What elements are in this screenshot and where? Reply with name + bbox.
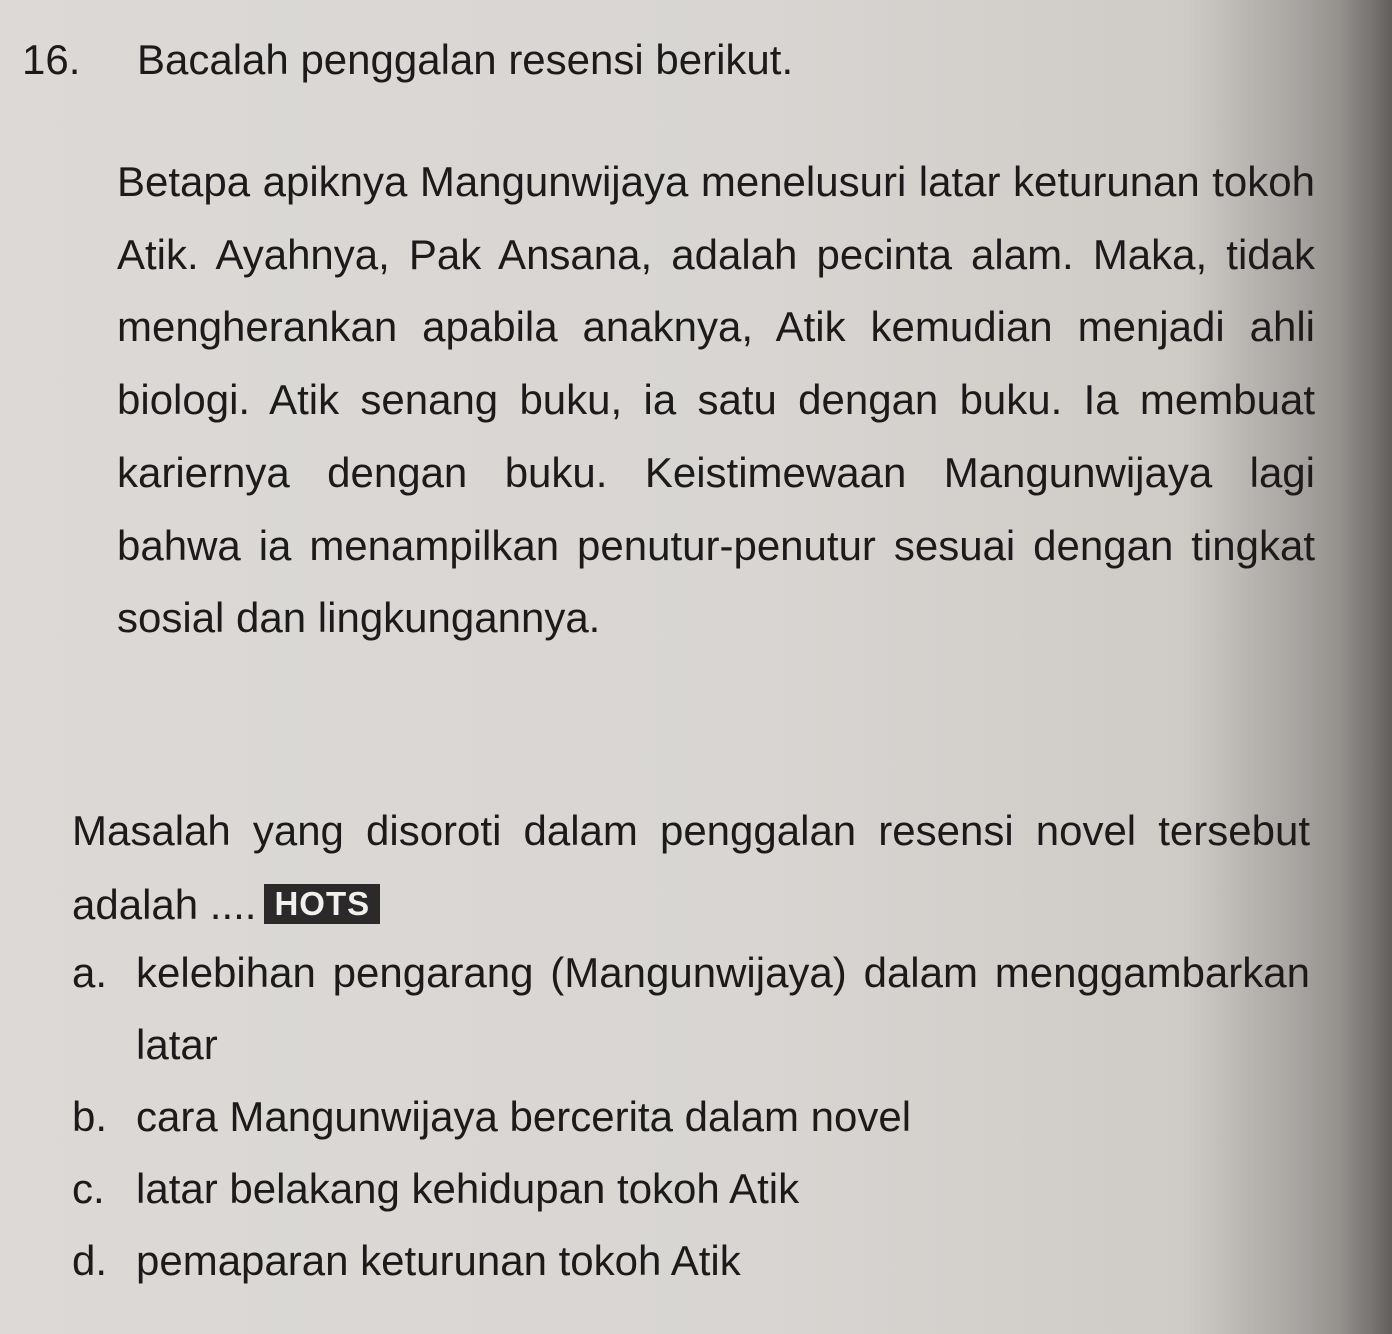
question-16 xyxy=(22,30,1322,90)
review-excerpt: Betapa apiknya Mangunwijaya menelusuri latar keturunan tokoh Atik. Ayahnya, Pak Ansana, adalah pecinta alam. Maka, tidak mengherankan apabila anaknya, Atik kemudian menjadi ahli biologi. Atik senang buku, ia satu dengan buku. Ia membuat kariernya dengan buku. Keistimewaan Mangunwijaya lagi bahwa ia menampilkan penutur-penutur sesuai dengan tingkat sosial dan lingkungannya. xyxy=(117,158,1315,642)
option-letter: d. xyxy=(72,1237,108,1284)
question-header xyxy=(22,30,1322,90)
option-text: kelebihan pengarang (Mangunwijaya) dalam menggambarkan latar xyxy=(136,949,1310,1068)
hots-badge: HOTS xyxy=(264,884,380,924)
page-edge-shadow xyxy=(1340,0,1392,1334)
option-b[interactable] xyxy=(72,1081,1310,1153)
option-text: pemaparan keturunan tokoh Atik xyxy=(136,1237,741,1284)
question-prompt xyxy=(72,794,1310,942)
option-letter: b. xyxy=(72,1093,108,1140)
option-text: cara Mangunwijaya bercerita dalam novel xyxy=(136,1093,912,1140)
option-letter: c. xyxy=(72,1165,105,1212)
option-d[interactable] xyxy=(72,1225,1310,1297)
option-a[interactable] xyxy=(72,937,1310,1081)
option-text: latar belakang kehidupan tokoh Atik xyxy=(136,1165,800,1212)
question-number: 16. xyxy=(22,36,81,83)
option-letter: a. xyxy=(72,949,108,996)
prompt-text: Masalah yang disoroti dalam penggalan resensi novel tersebut adalah .... xyxy=(72,807,1310,928)
question-instruction: Bacalah penggalan resensi berikut. xyxy=(137,36,794,83)
answer-options xyxy=(72,937,1310,1297)
option-c[interactable] xyxy=(72,1153,1310,1225)
